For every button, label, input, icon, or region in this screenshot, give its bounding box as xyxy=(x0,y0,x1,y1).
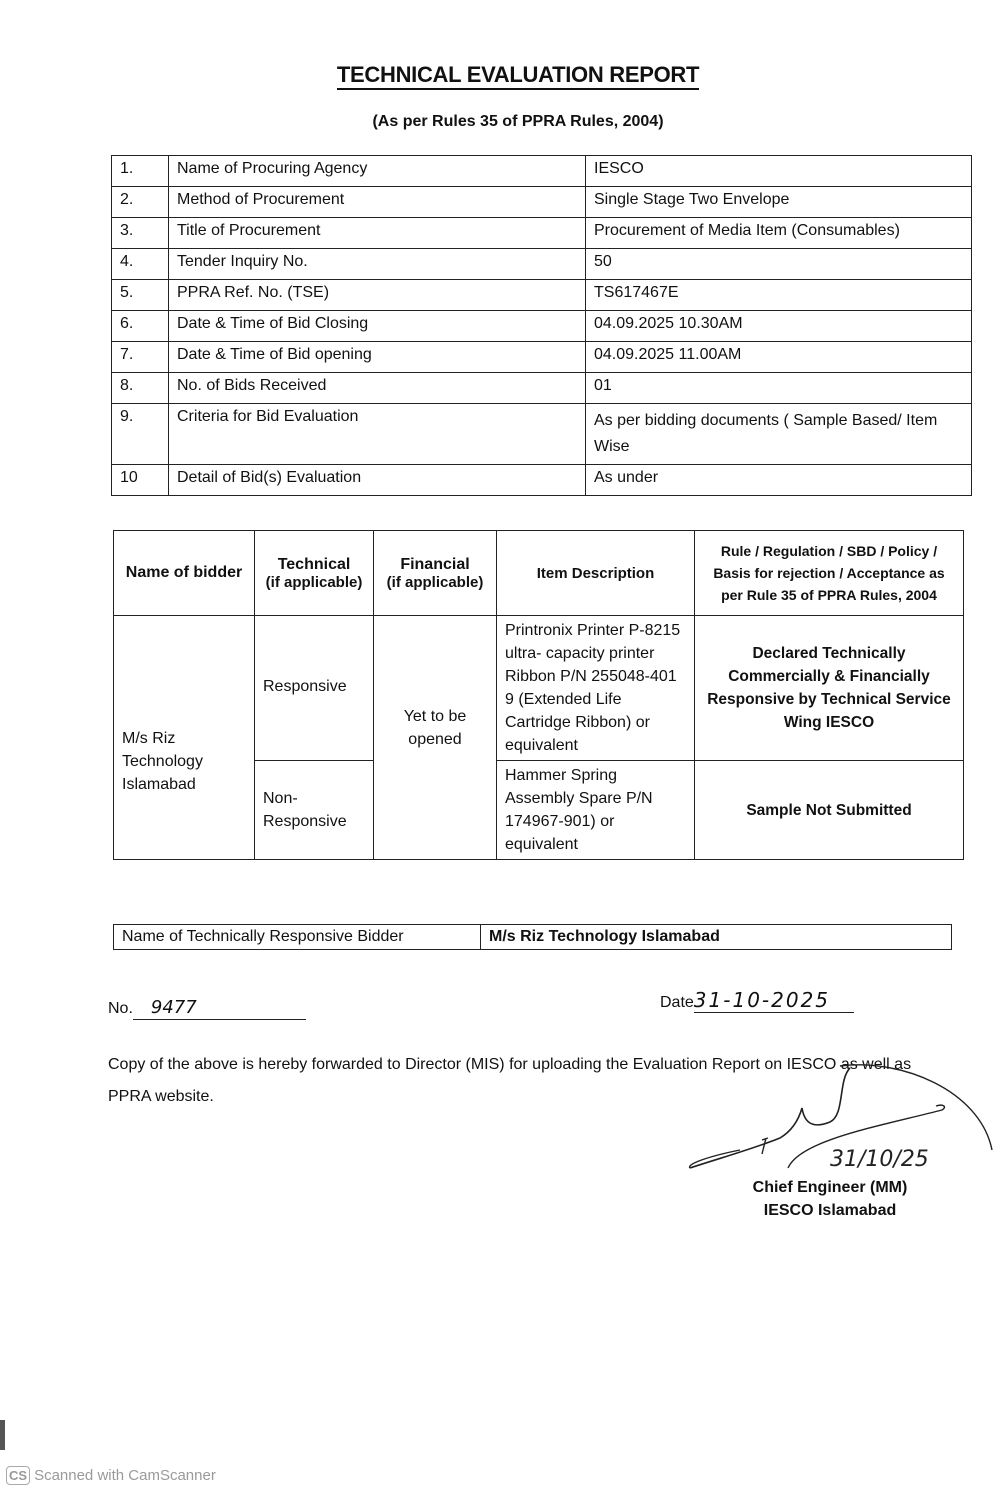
signatory-designation: Chief Engineer (MM) xyxy=(752,1179,908,1196)
responsive-bidder-value: M/s Riz Technology Islamabad xyxy=(481,925,952,950)
watermark-text: Scanned with CamScanner xyxy=(34,1467,216,1484)
header-bidder: Name of bidder xyxy=(114,531,255,616)
camscanner-logo-icon: CS xyxy=(6,1466,30,1485)
scan-edge-shadow xyxy=(0,1420,5,1450)
table-row: 1. Name of Procuring Agency IESCO xyxy=(112,156,972,187)
signatory-organization: IESCO Islamabad xyxy=(763,1202,897,1219)
bid-evaluation-table xyxy=(113,530,964,860)
report-subtitle: (As per Rules 35 of PPRA Rules, 2004) xyxy=(372,113,664,130)
svg-text:31/10/25: 31/10/25 xyxy=(830,1147,929,1172)
item-description: Hammer Spring Assembly Spare P/N 174967-901) or equivalent xyxy=(497,761,695,860)
reference-date-value: 31-10-2025 xyxy=(694,992,854,1013)
signature-mark xyxy=(680,1060,1000,1180)
header-rule-basis: Rule / Regulation / SBD / Policy / Basis for rejection / Acceptance as per Rule 35 of PPRA Rules, 2004 xyxy=(695,531,964,616)
signatory-block xyxy=(720,1176,940,1222)
reference-number-value: 9477 xyxy=(133,1001,306,1020)
item-description: Printronix Printer P-8215 ultra- capacity printer Ribbon P/N 255048-401 9 (Extended Life Cartridge Ribbon) or equivalent xyxy=(497,616,695,761)
table-header-row xyxy=(114,531,964,616)
financial-status: Yet to be opened xyxy=(374,616,497,860)
table-row: 9. Criteria for Bid Evaluation As per bidding documents ( Sample Based/ Item Wise xyxy=(112,404,972,465)
table-row xyxy=(114,925,952,950)
table-row: 7. Date & Time of Bid opening 04.09.2025 11.00AM xyxy=(112,342,972,373)
scanner-watermark xyxy=(6,1466,216,1485)
reference-date: Date31-10-2025 xyxy=(660,992,854,1013)
header-financial: Financial (if applicable) xyxy=(374,531,497,616)
report-title: TECHNICAL EVALUATION REPORT xyxy=(0,62,1008,88)
table-row: 3. Title of Procurement Procurement of Media Item (Consumables) xyxy=(112,218,972,249)
evaluation-basis: Declared Technically Commercially & Financially Responsive by Technical Service Wing IESCO xyxy=(695,616,964,761)
forwarding-note: Copy of the above is hereby forwarded to Director (MIS) for uploading the Evaluation Report on IESCO as well as PPRA website. xyxy=(108,1056,912,1105)
responsive-bidder-label: Name of Technically Responsive Bidder xyxy=(114,925,481,950)
table-row: 6. Date & Time of Bid Closing 04.09.2025 10.30AM xyxy=(112,311,972,342)
table-row: 2. Method of Procurement Single Stage Two Envelope xyxy=(112,187,972,218)
responsive-bidder-table xyxy=(113,924,952,950)
technical-status: Responsive xyxy=(255,616,374,761)
table-row: 10 Detail of Bid(s) Evaluation As under xyxy=(112,465,972,496)
table-row xyxy=(114,616,964,761)
procurement-info-table xyxy=(111,155,972,496)
reference-number: No. 9477 xyxy=(108,1000,306,1020)
table-row: 8. No. of Bids Received 01 xyxy=(112,373,972,404)
handwritten-signature-icon xyxy=(680,1060,1000,1180)
evaluation-basis: Sample Not Submitted xyxy=(695,761,964,860)
header-technical: Technical (if applicable) xyxy=(255,531,374,616)
table-row: 5. PPRA Ref. No. (TSE) TS617467E xyxy=(112,280,972,311)
table-row: 4. Tender Inquiry No. 50 xyxy=(112,249,972,280)
bidder-name: M/s Riz Technology Islamabad xyxy=(114,616,255,860)
header-item-description: Item Description xyxy=(497,531,695,616)
technical-status: Non-Responsive xyxy=(255,761,374,860)
